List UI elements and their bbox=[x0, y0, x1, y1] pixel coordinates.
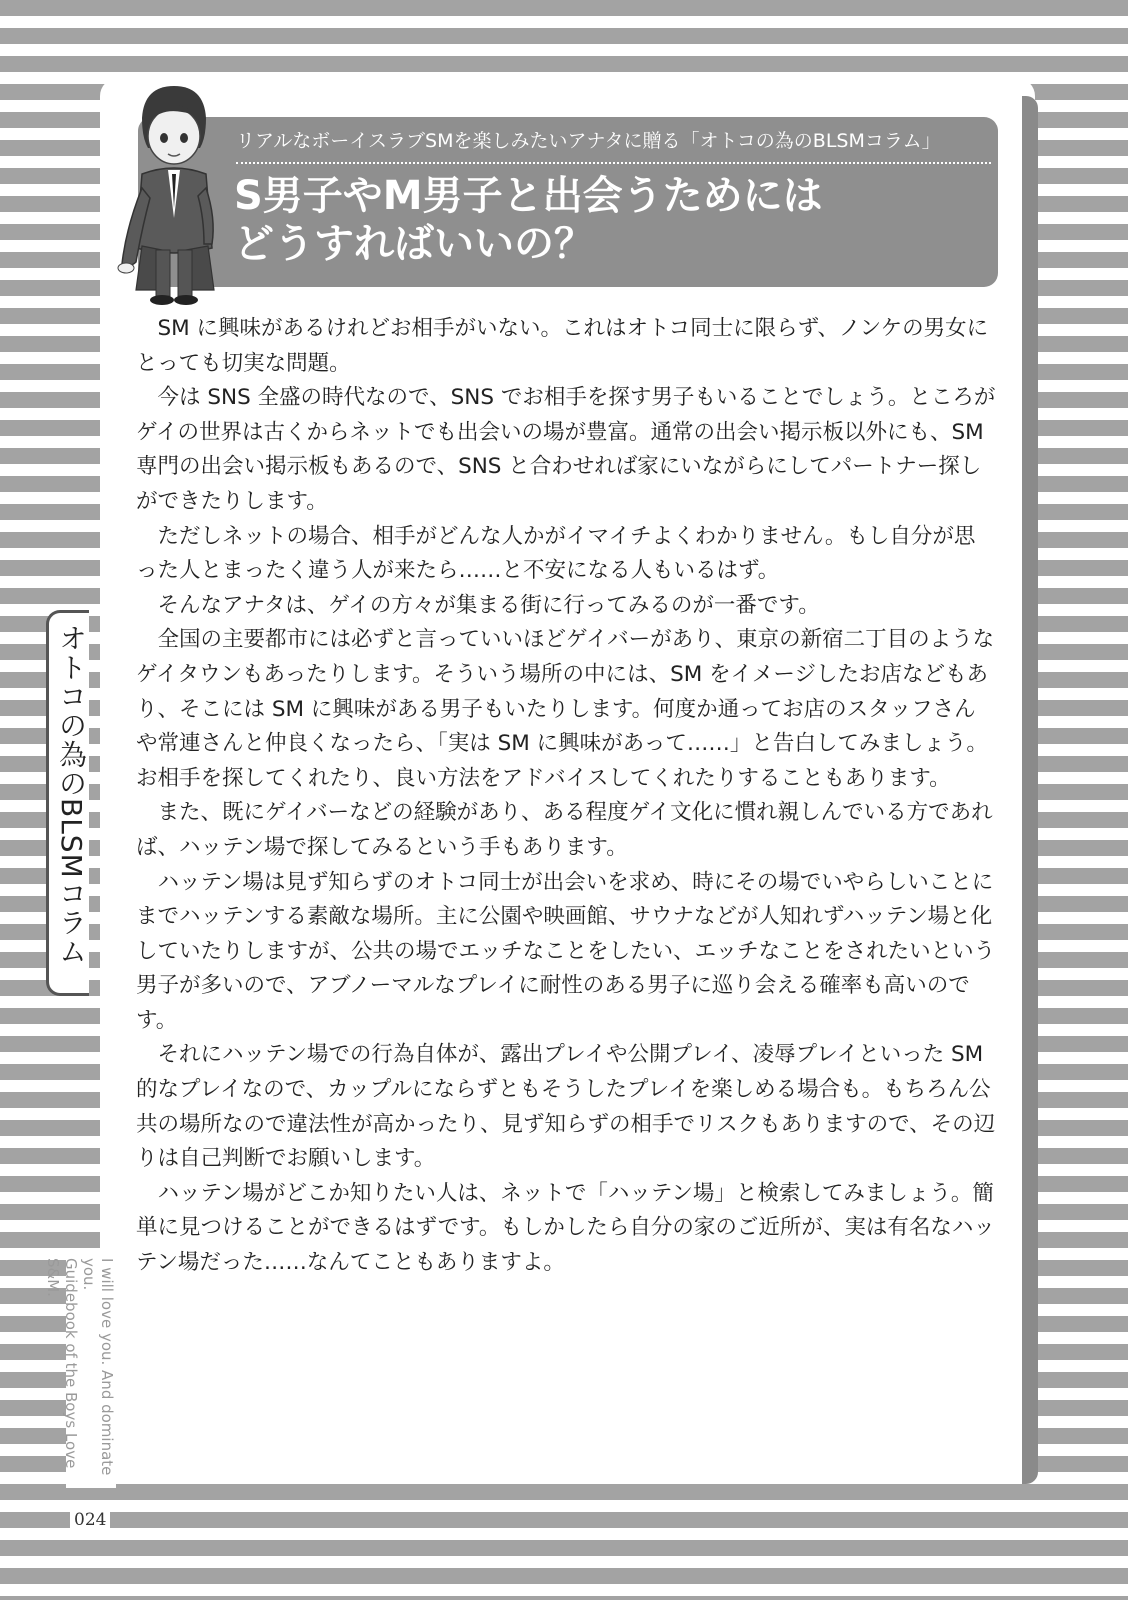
paragraph: SM に興味があるけれどお相手がいない。これはオトコ同士に限らず、ノンケの男女にとっても切実な問題。 bbox=[136, 316, 989, 376]
title-line-1: S男子やM男子と出会うためには bbox=[234, 173, 823, 219]
paragraph: また、既にゲイバーなどの経験があり、ある程度ゲイ文化に慣れ親しんでいる方であれば、ハッテン場で探してみるという手もあります。 bbox=[136, 800, 993, 860]
panel-edge bbox=[1022, 96, 1038, 1484]
header-subtitle: リアルなボーイスラブSMを楽しみたいアナタに贈る「オトコの為のBLSMコラム」 bbox=[236, 130, 941, 152]
paragraph: 今は SNS 全盛の時代なので、SNS でお相手を探す男子もいることでしょう。ところがゲイの世界は古くからネットでも出会いの場が豊富。通常の出会い掲示板以外にも、SM 専門の出会い掲示板もあるので、SNS と合わせれば家にいながらにしてパートナー探しができたりします。 bbox=[136, 385, 996, 514]
character-illustration bbox=[112, 78, 236, 308]
paragraph: それにハッテン場での行為自体が、露出プレイや公開プレイ、凌辱プレイといった SM 的なプレイなので、カップルにならずともそうしたプレイを楽しめる場合も。もちろん公共の場所なので違法性が高かったり、見ず知らずの相手でリスクもありますので、その辺りは自己判断でお願いします。 bbox=[136, 1042, 996, 1172]
side-tab-label: オトコの為のBLSMコラム bbox=[55, 624, 88, 966]
side-english-line-2: Guidebook of the Boys Love S&M. bbox=[44, 1258, 80, 1469]
header-divider bbox=[236, 162, 991, 164]
article-body bbox=[136, 312, 996, 1281]
paragraph: ハッテン場がどこか知りたい人は、ネットで「ハッテン場」と検索してみましょう。簡単に見つけることができるはずです。もしかしたら自分の家のご近所が、実は有名なハッテン場だった……なんてこともありますよ。 bbox=[136, 1180, 995, 1276]
paragraph: ただしネットの場合、相手がどんな人かがイマイチよくわかりません。もし自分が思った人とまったく違う人が来たら……と不安になる人もいるはず。 bbox=[136, 523, 976, 584]
page-number: 024 bbox=[70, 1510, 110, 1530]
side-english-line-1: I will love you. And dominate you. bbox=[80, 1258, 116, 1476]
page-title bbox=[234, 172, 994, 268]
title-line-2: どうすればいいの？ bbox=[234, 221, 594, 267]
paragraph: 全国の主要都市には必ずと言っていいほどゲイバーがあり、東京の新宿二丁目のようなゲイタウンもあったりします。そういう場所の中には、SM をイメージしたお店などもあり、そこには SM に興味がある男子もいたりします。何度か通ってお店のスタッフさんや常連さんと仲良くなったら、「実は SM に興味があって……」と告白してみましょう。お相手を探してくれたり、良い方法をアドバイスしてくれたりすることもあります。 bbox=[136, 627, 995, 791]
character-illustration-svg bbox=[112, 78, 236, 308]
paragraph: そんなアナタは、ゲイの方々が集まる街に行ってみるのが一番です。 bbox=[157, 592, 820, 618]
side-english-caption bbox=[44, 1258, 116, 1488]
paragraph: ハッテン場は見ず知らずのオトコ同士が出会いを求め、時にその場でいやらしいことにまでハッテンする素敵な場所。主に公園や映画館、サウナなどが人知れずハッテン場と化していたりしますが、公共の場でエッチなことをしたい、エッチなことをされたいという男子が多いので、アブノーマルなプレイに耐性のある男子に巡り会える確率も高いのです。 bbox=[136, 869, 996, 1033]
